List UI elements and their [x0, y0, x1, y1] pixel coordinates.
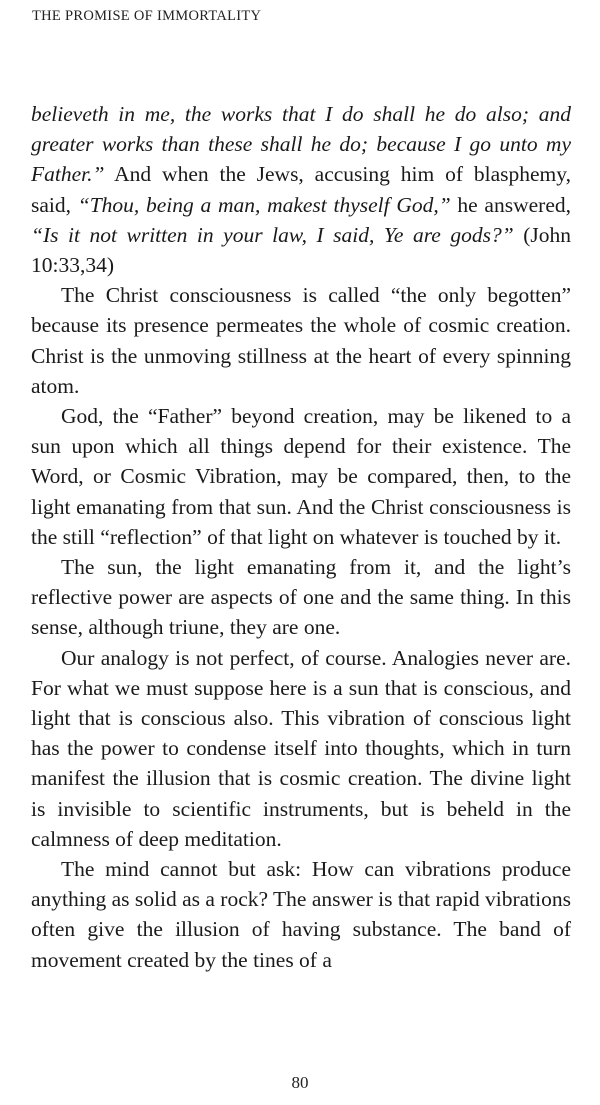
scripture-quote: “Is it not written in your law, I said, Ye are gods?” — [31, 222, 514, 247]
page-number: 80 — [291, 1073, 309, 1092]
paragraph: God, the “Father” beyond creation, may be likened to a sun upon which all things depend for their existence. The Word, or Cosmic Vibration, may be compared, then, to the light emanating from that sun. And the Christ consciousness is the still “reflection” of that light on whatever is touched by it. — [31, 404, 571, 549]
paragraph: The sun, the light emanating from it, and the light’s reflective power are aspects of one and the same thing. In this sense, although triune, they are one. — [31, 555, 571, 640]
scripture-quote: believeth in me, the works that I do shall he do also; and greater works than these shall he do; because I go unto my Father.” — [31, 102, 571, 187]
citation: (John 10:33,34) — [31, 222, 572, 278]
paragraph: The mind cannot but ask: How can vibrations produce anything as solid as a rock? The answer is that rapid vibrations often give the illusion of having substance. The band of movement created by the tines of a — [31, 857, 571, 972]
narrative-text: he answered, — [450, 192, 571, 217]
running-head: THE PROMISE OF IMMORTALITY — [32, 8, 262, 24]
body-text — [31, 99, 571, 975]
paragraph: Our analogy is not perfect, of course. Analogies never are. For what we must suppose here is a sun that is conscious, and light that is conscious also. This vibration of conscious light has the power to condense itself into thoughts, which in turn manifest the illusion that is cosmic creation. The divine light is invisible to scientific instruments, but is beheld in the calmness of deep meditation. — [31, 645, 571, 851]
narrative-text: And when the Jews, accusing him of blasphemy, said, — [31, 162, 571, 217]
paragraph-continued — [31, 99, 571, 280]
scripture-quote: “Thou, being a man, makest thyself God,” — [77, 192, 451, 217]
paragraph: The Christ consciousness is called “the only begotten” because its presence permeates the whole of cosmic creation. Christ is the unmoving stillness at the heart of every spinning atom. — [31, 283, 571, 398]
